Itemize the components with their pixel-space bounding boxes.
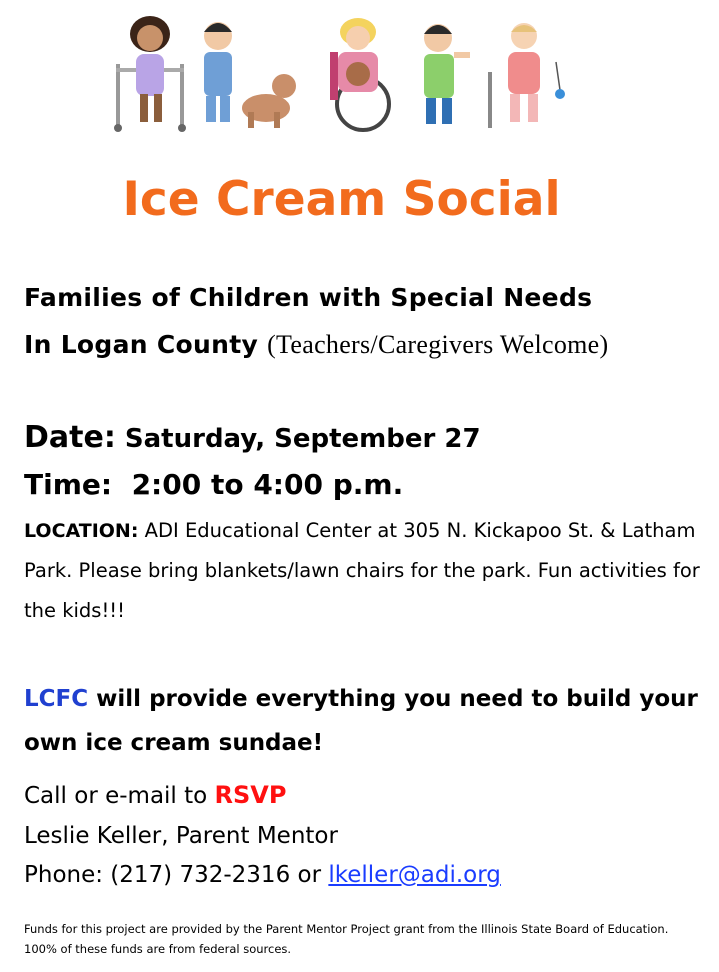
call-text: Call or e-mail to (24, 783, 208, 809)
phone-line (24, 862, 501, 888)
audience-line-1: Families of Children with Special Needs (24, 283, 593, 312)
rsvp-line (24, 781, 286, 809)
boy-crutches-figure (488, 23, 565, 128)
date-label: Date: (24, 420, 116, 455)
mentor-name: Leslie Keller, Parent Mentor (24, 823, 338, 849)
time-value: 2:00 to 4:00 p.m. (131, 468, 404, 501)
rsvp-label: RSVP (214, 781, 287, 809)
funding-note: Funds for this project are provided by the Parent Mentor Project grant from the Illinois State Board of Education. 100% of these funds are from federal sources. (24, 922, 669, 956)
event-location (24, 511, 704, 631)
email-link[interactable]: lkeller@adi.org (328, 862, 501, 888)
event-date (24, 420, 481, 455)
children-clipart-icon (108, 12, 588, 136)
audience-county: In Logan County (24, 330, 259, 359)
date-value: Saturday, September 27 (124, 424, 481, 454)
provide-text: will provide everything you need to build your own ice cream sundae! (24, 686, 698, 756)
boy-waving-figure (424, 24, 470, 124)
org-name: LCFC (24, 686, 89, 712)
audience-note: (Teachers/Caregivers Welcome) (267, 330, 609, 359)
location-text: ADI Educational Center at 305 N. Kickapoo St. & Latham Park. Please bring blankets/lawn chairs for the park. Fun activities for the kids!!! (24, 519, 700, 622)
event-time (24, 468, 403, 501)
time-label: Time: (24, 468, 113, 501)
audience-line-2 (24, 330, 608, 360)
wheelchair-figure (330, 18, 389, 130)
girl-walker-figure (114, 16, 186, 132)
location-label: LOCATION: (24, 520, 139, 542)
boy-dog-figure (204, 22, 296, 128)
event-title: Ice Cream Social (122, 172, 561, 227)
phone-text: Phone: (217) 732-2316 or (24, 862, 322, 888)
provide-statement (24, 677, 704, 765)
